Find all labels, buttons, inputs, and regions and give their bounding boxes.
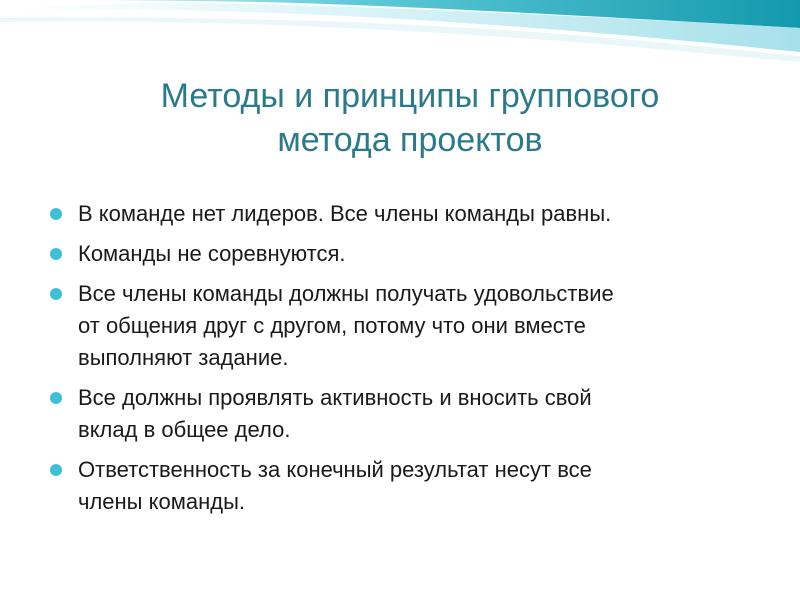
bullet-line: В команде нет лидеров. Все члены команды равны.	[78, 201, 612, 226]
header-wave-decoration	[0, 0, 800, 80]
bullet-dot-icon	[50, 288, 62, 300]
bullet-item	[46, 278, 746, 374]
bullet-item	[46, 198, 746, 230]
slide-title-line-2: метода проектов	[277, 121, 543, 159]
bullet-line: от общения друг с другом, потому что они вместе	[78, 313, 586, 338]
slide-title	[60, 74, 760, 162]
bullet-dot-icon	[50, 248, 62, 260]
bullet-line: члены команды.	[78, 489, 245, 514]
bullet-dot-icon	[50, 392, 62, 404]
bullet-line: Все должны проявлять активность и вносить свой	[78, 385, 592, 410]
bullet-dot-icon	[50, 208, 62, 220]
bullet-line: Все члены команды должны получать удовольствие	[78, 281, 614, 306]
bullet-line: Команды не соревнуются.	[78, 241, 346, 266]
bullet-line: выполняют задание.	[78, 345, 289, 370]
bullet-line: вклад в общее дело.	[78, 417, 291, 442]
bullet-item	[46, 238, 746, 270]
bullet-item	[46, 382, 746, 446]
bullet-item	[46, 454, 746, 518]
bullet-line: Ответственность за конечный результат несут все	[78, 457, 592, 482]
bullet-list	[46, 198, 746, 526]
bullet-dot-icon	[50, 464, 62, 476]
slide-title-line-1: Методы и принципы группового	[160, 77, 660, 115]
